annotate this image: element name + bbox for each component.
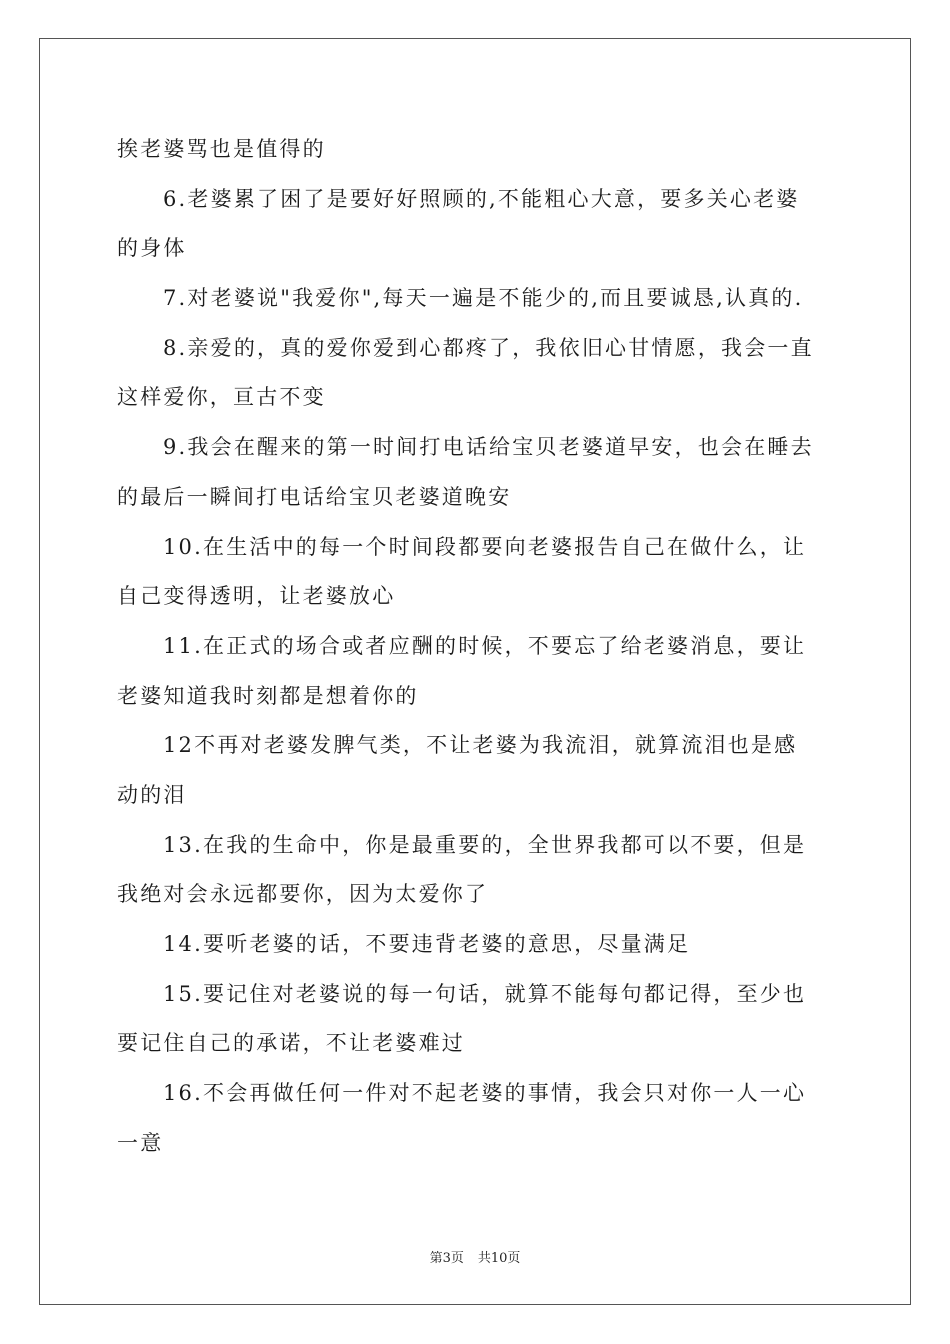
text-line: 要记住自己的承诺，不让老婆难过	[117, 1031, 465, 1056]
page-number: 第3页	[429, 1251, 464, 1266]
text-line: 11.在正式的场合或者应酬的时候，不要忘了给老婆消息，要让	[163, 633, 807, 658]
text-line: 我绝对会永远都要你，因为太爱你了	[117, 882, 489, 907]
page-footer	[0, 1247, 950, 1266]
document-body	[117, 131, 837, 1174]
text-line: 这样爱你，亘古不变	[117, 385, 326, 410]
text-line: 13.在我的生命中，你是最重要的，全世界我都可以不要，但是	[163, 832, 807, 857]
text-line: 动的泪	[117, 782, 187, 807]
text-line: 7.对老婆说"我爱你",每天一遍是不能少的,而且要诚恳,认真的.	[163, 286, 804, 311]
page-total: 共10页	[477, 1251, 521, 1266]
text-line: 8.亲爱的，真的爱你爱到心都疼了，我依旧心甘情愿，我会一直	[163, 335, 814, 360]
text-line: 的最后一瞬间打电话给宝贝老婆道晚安	[117, 484, 512, 509]
text-line: 12不再对老婆发脾气类，不让老婆为我流泪，就算流泪也是感	[163, 733, 798, 758]
text-line: 14.要听老婆的话，不要违背老婆的意思，尽量满足	[163, 932, 691, 956]
text-line: 自己变得透明，让老婆放心	[117, 584, 396, 609]
text-line: 老婆知道我时刻都是想着你的	[117, 683, 419, 708]
text-line: 15.要记住对老婆说的每一句话，就算不能每句都记得，至少也	[163, 981, 807, 1006]
text-line: 16.不会再做任何一件对不起老婆的事情，我会只对你一人一心	[163, 1081, 807, 1106]
text-line: 9.我会在醒来的第一时间打电话给宝贝老婆道早安，也会在睡去	[163, 435, 814, 460]
text-line: 10.在生活中的每一个时间段都要向老婆报告自己在做什么，让	[163, 534, 807, 559]
text-line: 的身体	[117, 236, 187, 261]
text-line: 挨老婆骂也是值得的	[117, 137, 326, 161]
text-line: 一意	[117, 1130, 164, 1155]
text-line: 6.老婆累了困了是要好好照顾的,不能粗心大意，要多关心老婆	[163, 186, 800, 211]
